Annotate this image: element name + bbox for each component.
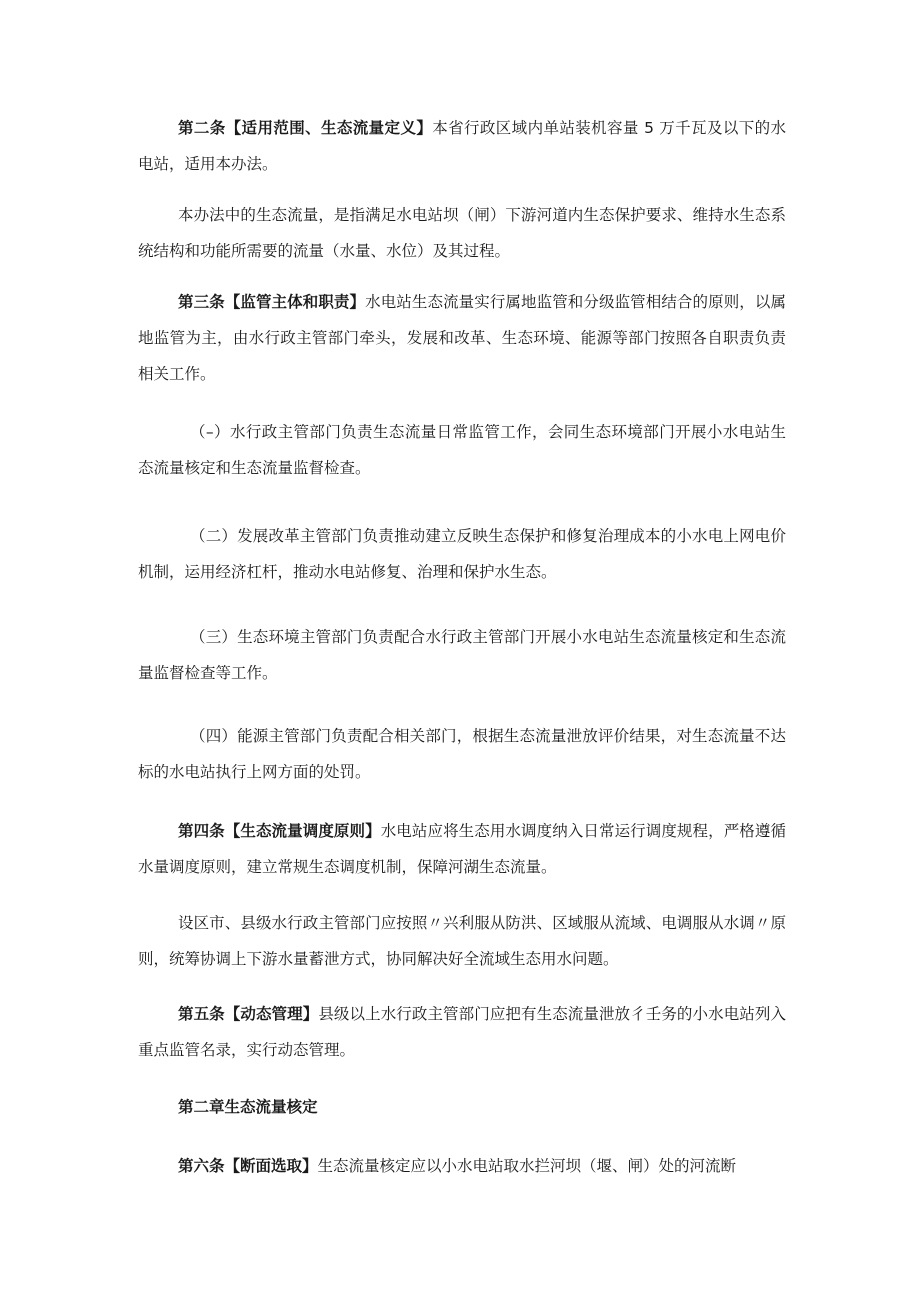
article-6-title: 【断面选取】 (224, 1157, 318, 1175)
duty-item-3-paragraph: （三）生态环境主管部门负责配合水行政主管部门开展小水电站生态流量核定和生态流量监督检查等工作。 (138, 628, 786, 682)
article-4-paragraph (138, 813, 786, 885)
article-2-number: 第二条 (178, 119, 226, 137)
article-3-number: 第三条 (178, 293, 225, 311)
chapter-2-heading: 第二章生态流量核定 (178, 1098, 318, 1116)
article-4-number: 第四条 (178, 822, 225, 840)
article-3-text: 水电站生态流量实行属地监管和分级监管相结合的原则，以属地监管为主，由水行政主管部门牵头，发展和改革、生态环境、能源等部门按照各自职责负责相关工作。 (138, 293, 786, 383)
article-2-title: 【适用范围、生态流量定义】 (225, 119, 433, 137)
duty-item-2-paragraph: （二）发展改革主管部门负责推动建立反映生态保护和修复治理成本的小水电上网电价机制，运用经济杠杆，推动水电站修复、治理和保护水生态。 (138, 527, 786, 581)
article-6-paragraph (138, 1148, 786, 1184)
article-6-text: 生态流量核定应以小水电站取水拦河坝（堰、闸）处的河流断 (317, 1157, 737, 1175)
article-4-title: 【生态流量调度原则】 (224, 822, 381, 840)
article-2-paragraph (138, 110, 786, 182)
ecological-flow-definition-paragraph: 本办法中的生态流量，是指满足水电站坝（闸）下游河道内生态保护要求、维持水生态系统结构和功能所需要的流量（水量、水位）及其过程。 (138, 206, 786, 260)
article-4-text: 水电站应将生态用水调度纳入日常运行调度规程，严格遵循水量调度原则，建立常规生态调度机制，保障河湖生态流量。 (138, 822, 786, 876)
article-5-text: 县级以上水行政主管部门应把有生态流量泄放彳壬务的小水电站列入重点监管名录，实行动态管理。 (138, 1005, 786, 1059)
duty-item-1-paragraph: （–）水行政主管部门负责生态流量日常监管工作，会同生态环境部门开展小水电站生态流量核定和生态流量监督检查。 (138, 423, 786, 477)
article-3-title: 【监管主体和职责】 (224, 293, 366, 311)
article-5-title: 【动态管理】 (224, 1005, 319, 1023)
article-3-paragraph (138, 284, 786, 392)
article-6-number: 第六条 (178, 1157, 225, 1175)
duty-item-4-paragraph: （四）能源主管部门负责配合相关部门，根据生态流量泄放评价结果，对生态流量不达标的水电站执行上网方面的处罚。 (138, 727, 786, 781)
article-2-text: 本省行政区域内单站装机容量 5 万千瓦及以下的水电站，适用本办法。 (138, 119, 786, 173)
regional-coordination-paragraph: 设区市、县级水行政主管部门应按照〃兴利服从防洪、区域服从流域、电调服从水调〃原则，统筹协调上下游水量蓄泄方式，协同解决好全流域生态用水问题。 (138, 914, 786, 968)
article-5-paragraph (138, 996, 786, 1068)
article-5-number: 第五条 (178, 1005, 225, 1023)
